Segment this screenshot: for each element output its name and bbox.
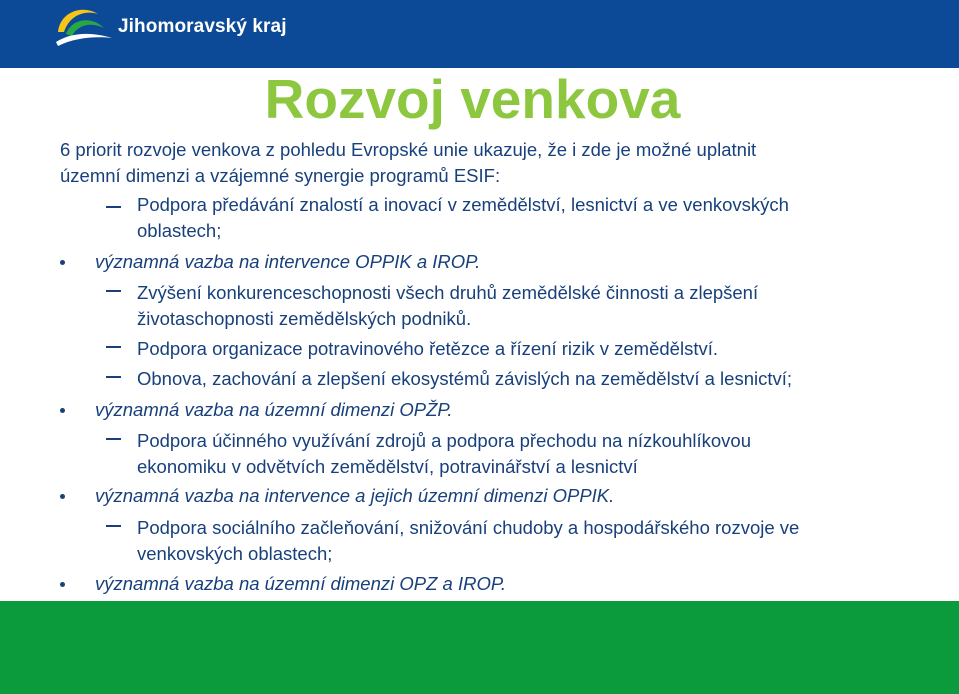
bullet-marker bbox=[60, 408, 65, 413]
dash-marker bbox=[106, 438, 121, 440]
priority-item: Zvýšení konkurenceschopnosti všech druhů zemědělské činnosti a zlepšení bbox=[137, 282, 759, 303]
brand-name: Jihomoravský kraj bbox=[118, 16, 287, 37]
priority-item: Podpora účinného využívání zdrojů a podpora přechodu na nízkouhlíkovou bbox=[137, 430, 752, 451]
priority-item-cont: oblastech; bbox=[137, 220, 222, 241]
bullet-marker bbox=[60, 494, 65, 499]
priority-item: Podpora sociálního začleňování, snižování chudoby a hospodářského rozvoje ve bbox=[137, 517, 800, 538]
dash-marker bbox=[106, 376, 121, 378]
jmk-logo-icon bbox=[52, 2, 114, 50]
intro-paragraph bbox=[60, 137, 890, 189]
note-item: významná vazba na intervence OPPIK a IROP. bbox=[95, 251, 481, 272]
header-bar bbox=[0, 0, 959, 68]
priority-item: Podpora předávání znalostí a inovací v zemědělství, lesnictví a ve venkovských bbox=[137, 194, 789, 215]
note-item: významná vazba na územní dimenzi OPZ a IROP. bbox=[95, 573, 506, 594]
priority-item: Podpora organizace potravinového řetězce a řízení rizik v zemědělství. bbox=[137, 338, 718, 359]
intro-line: 6 priorit rozvoje venkova z pohledu Evropské unie ukazuje, že i zde je možné uplatnit bbox=[60, 139, 757, 160]
dash-marker bbox=[106, 346, 121, 348]
intro-line: územní dimenzi a vzájemné synergie programů ESIF: bbox=[60, 165, 501, 186]
dash-marker bbox=[106, 525, 121, 527]
dash-marker bbox=[106, 206, 121, 208]
priority-item-cont: životaschopnosti zemědělských podniků. bbox=[137, 308, 472, 329]
dash-marker bbox=[106, 290, 121, 292]
note-item: významná vazba na územní dimenzi OPŽP. bbox=[95, 399, 453, 420]
priority-item: Obnova, zachování a zlepšení ekosystémů závislých na zemědělství a lesnictví; bbox=[137, 368, 793, 389]
page-title: Rozvoj venkova bbox=[264, 68, 681, 130]
priority-item-cont: ekonomiku v odvětvích zemědělství, potravinářství a lesnictví bbox=[137, 456, 638, 477]
note-item: významná vazba na intervence a jejich územní dimenzi OPPIK. bbox=[95, 485, 615, 506]
bullet-marker bbox=[60, 582, 65, 587]
footer-bar bbox=[0, 601, 959, 694]
bullet-marker bbox=[60, 260, 65, 265]
priority-item-cont: venkovských oblastech; bbox=[137, 543, 333, 564]
